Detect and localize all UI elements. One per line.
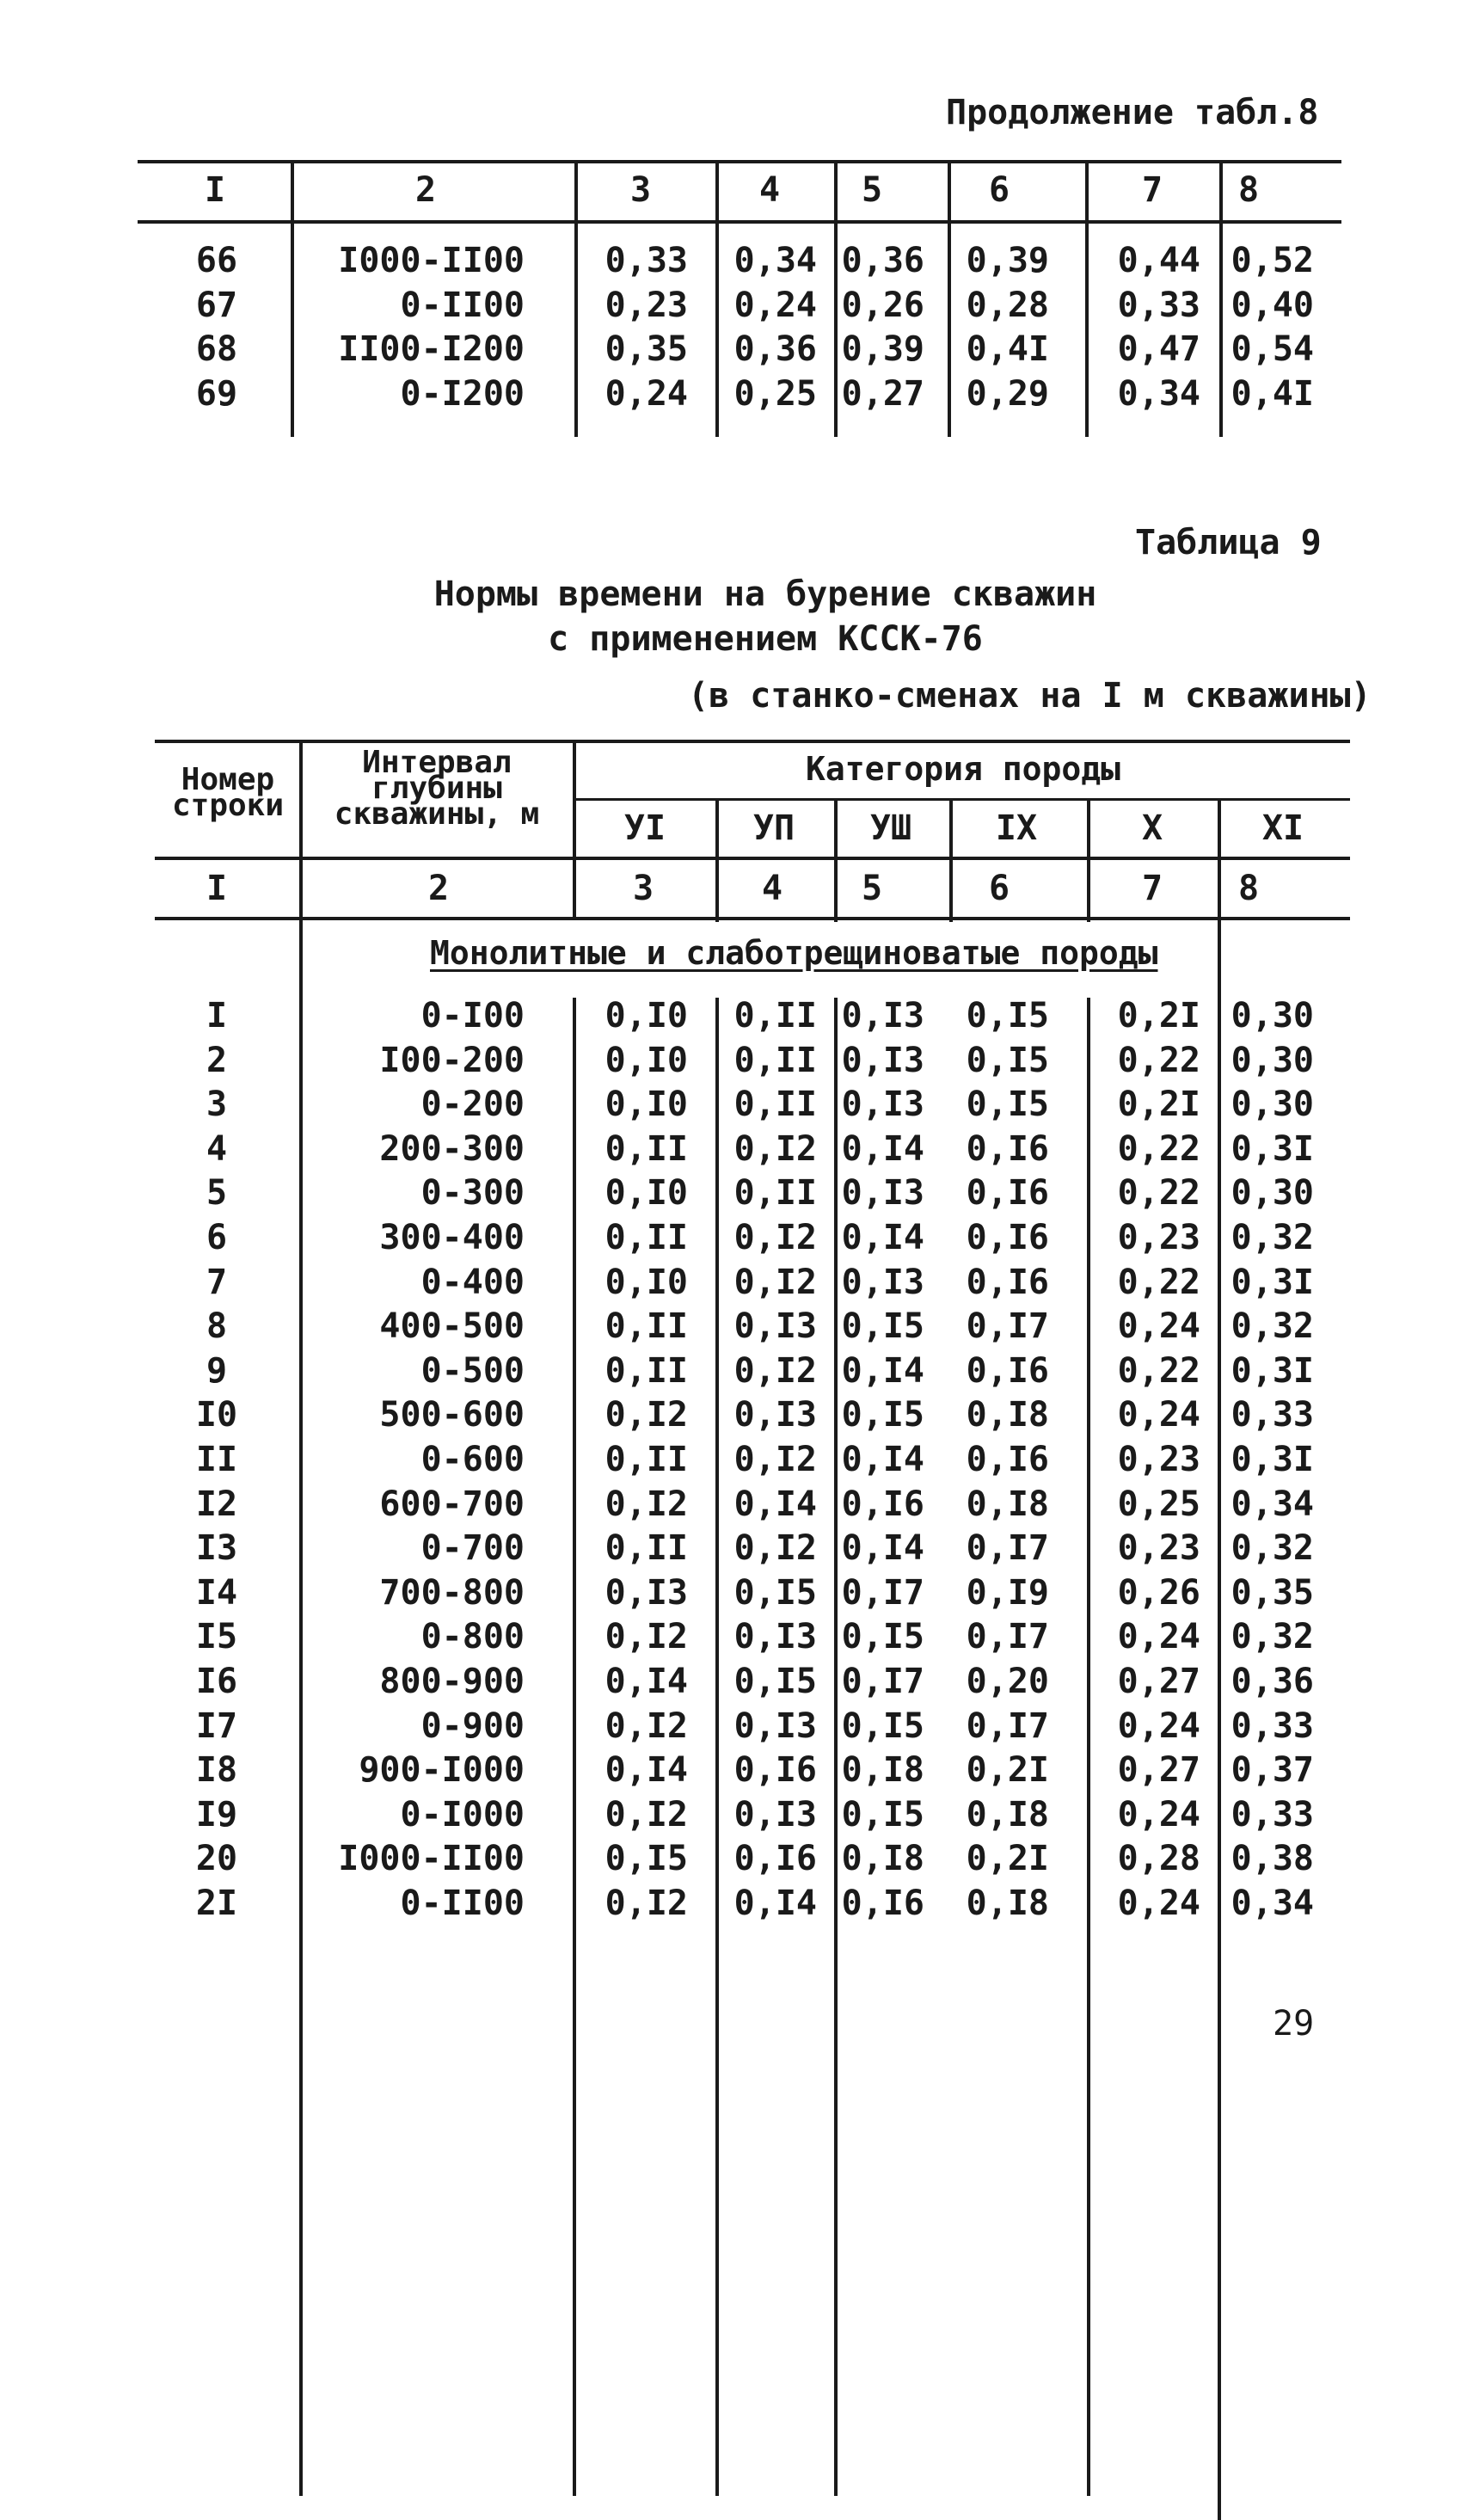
time-norm-cell: 0,I0	[605, 996, 688, 1036]
time-norm-cell: 0,54	[1231, 329, 1314, 369]
time-norm-cell: 0,22	[1117, 1173, 1200, 1214]
row-number-cell: 9	[206, 1350, 228, 1391]
time-norm-cell: 0,33	[605, 241, 688, 280]
time-norm-cell: 0,I5	[966, 1085, 1049, 1125]
time-norm-cell: 0,4I	[1231, 373, 1314, 414]
depth-interval-cell: 0-II00	[400, 1884, 525, 1923]
time-norm-cell: 0,II	[605, 1306, 688, 1347]
depth-interval-cell: 0-I000	[400, 1794, 525, 1835]
time-norm-cell: 0,I3	[733, 1794, 817, 1835]
time-norm-cell: 0,23	[1117, 1218, 1200, 1257]
time-norm-cell: 0,I3	[841, 1040, 924, 1080]
table9-units: (в станко-сменах на I м скважины)	[688, 676, 1372, 716]
time-norm-cell: 0,I6	[966, 1218, 1049, 1257]
table8-column-number: 2	[414, 170, 437, 210]
table9-label: Таблица 9	[1135, 523, 1322, 562]
table9-col-divider	[834, 800, 838, 922]
time-norm-cell: 0,I3	[733, 1706, 817, 1746]
time-norm-cell: 0,I5	[841, 1395, 924, 1435]
table8-col-divider	[715, 162, 719, 437]
time-norm-cell: 0,I4	[841, 1128, 924, 1169]
time-norm-cell: 0,35	[605, 329, 688, 369]
time-norm-cell: 0,I2	[605, 1484, 688, 1524]
interval-header: Интервал глубины скважины, м	[334, 745, 540, 832]
time-norm-cell: 0,I4	[733, 1484, 817, 1524]
row-number-cell: 8	[206, 1306, 228, 1347]
row-number-cell: 5	[206, 1173, 228, 1214]
time-norm-cell: 0,52	[1231, 241, 1314, 280]
time-norm-cell: 0,33	[1231, 1706, 1314, 1746]
row-number-cell: I7	[195, 1706, 238, 1746]
time-norm-cell: 0,4I	[966, 329, 1049, 369]
time-norm-cell: 0,I7	[841, 1572, 924, 1613]
table8-column-number: 7	[1141, 170, 1163, 210]
time-norm-cell: 0,23	[605, 285, 688, 325]
row-number-cell: I8	[195, 1750, 238, 1791]
time-norm-cell: 0,I8	[841, 1750, 924, 1791]
row-number-cell: 68	[195, 329, 238, 369]
table9-column-number: 4	[761, 869, 783, 908]
time-norm-cell: 0,25	[733, 373, 817, 414]
time-norm-cell: 0,38	[1231, 1839, 1314, 1879]
time-norm-cell: 0,II	[605, 1218, 688, 1257]
time-norm-cell: 0,I6	[966, 1173, 1049, 1214]
row-number-cell: 2	[206, 1040, 228, 1080]
time-norm-cell: 0,37	[1231, 1750, 1314, 1791]
table9-column-number: 7	[1141, 869, 1163, 908]
time-norm-cell: 0,I3	[733, 1617, 817, 1657]
depth-interval-cell: 0-600	[420, 1440, 525, 1479]
time-norm-cell: 0,I3	[841, 1262, 924, 1302]
table8-column-number: I	[204, 170, 226, 210]
depth-interval-cell: 200-300	[379, 1128, 525, 1169]
time-norm-cell: 0,I2	[605, 1395, 688, 1435]
depth-interval-cell: 600-700	[379, 1484, 525, 1524]
time-norm-cell: 0,I5	[841, 1706, 924, 1746]
time-norm-cell: 0,I5	[733, 1662, 817, 1701]
time-norm-cell: 0,28	[966, 285, 1049, 325]
depth-interval-cell: 400-500	[379, 1306, 525, 1347]
time-norm-cell: 0,I8	[966, 1484, 1049, 1524]
continuation-title: Продолжение табл.8	[946, 93, 1319, 132]
table8-column-number: 6	[989, 170, 1010, 210]
time-norm-cell: 0,II	[733, 1040, 817, 1080]
time-norm-cell: 0,I3	[733, 1395, 817, 1435]
time-norm-cell: 0,I2	[733, 1218, 817, 1257]
time-norm-cell: 0,I2	[605, 1884, 688, 1923]
row-number-cell: I	[206, 996, 228, 1036]
time-norm-cell: 0,33	[1117, 285, 1200, 325]
table9-top-rule	[155, 740, 1350, 743]
table8-col-divider	[948, 162, 951, 437]
time-norm-cell: 0,22	[1117, 1262, 1200, 1302]
category-label: XI	[1261, 808, 1304, 848]
time-norm-cell: 0,I5	[841, 1306, 924, 1347]
depth-interval-cell: 0-300	[420, 1173, 525, 1214]
table9-column-number: 6	[989, 869, 1010, 908]
time-norm-cell: 0,32	[1231, 1218, 1314, 1257]
table8-col-divider	[1219, 162, 1223, 437]
time-norm-cell: 0,3I	[1231, 1262, 1314, 1302]
time-norm-cell: 0,22	[1117, 1040, 1200, 1080]
time-norm-cell: 0,24	[1117, 1794, 1200, 1835]
time-norm-cell: 0,32	[1231, 1617, 1314, 1657]
time-norm-cell: 0,I2	[605, 1617, 688, 1657]
depth-interval-cell: II00-I200	[338, 329, 525, 369]
row-number-cell: I2	[195, 1484, 238, 1524]
time-norm-cell: 0,39	[966, 241, 1049, 280]
time-norm-cell: 0,2I	[966, 1839, 1049, 1879]
time-norm-cell: 0,26	[841, 285, 924, 325]
time-norm-cell: 0,I5	[966, 996, 1049, 1036]
time-norm-cell: 0,23	[1117, 1440, 1200, 1479]
row-number-cell: 4	[206, 1128, 228, 1169]
row-number-cell: 2I	[195, 1884, 238, 1923]
table9-col-divider	[715, 800, 719, 922]
row-number-cell: I5	[195, 1617, 238, 1657]
time-norm-cell: 0,30	[1231, 1040, 1314, 1080]
table9-header-rule	[155, 857, 1350, 860]
time-norm-cell: 0,I4	[841, 1218, 924, 1257]
depth-interval-cell: I00-200	[379, 1040, 525, 1080]
time-norm-cell: 0,24	[1117, 1617, 1200, 1657]
table9-col-divider	[299, 741, 303, 2496]
time-norm-cell: 0,25	[1117, 1484, 1200, 1524]
time-norm-cell: 0,32	[1231, 1528, 1314, 1569]
row-number-cell: 67	[195, 285, 238, 325]
row-number-cell: 6	[206, 1218, 228, 1257]
time-norm-cell: 0,I5	[733, 1572, 817, 1613]
time-norm-cell: 0,I6	[841, 1484, 924, 1524]
table8-column-number: 4	[758, 170, 781, 210]
table8-header-rule	[138, 220, 1341, 224]
time-norm-cell: 0,II	[605, 1128, 688, 1169]
time-norm-cell: 0,I6	[966, 1440, 1049, 1479]
time-norm-cell: 0,3I	[1231, 1128, 1314, 1169]
table8-col-divider	[574, 162, 578, 437]
time-norm-cell: 0,47	[1117, 329, 1200, 369]
time-norm-cell: 0,I0	[605, 1173, 688, 1214]
time-norm-cell: 0,32	[1231, 1306, 1314, 1347]
time-norm-cell: 0,I7	[966, 1706, 1049, 1746]
table9-col-divider	[1087, 998, 1090, 2496]
row-number-cell: I6	[195, 1662, 238, 1701]
depth-interval-cell: 0-I200	[400, 373, 525, 414]
time-norm-cell: 0,24	[1117, 1306, 1200, 1347]
category-label: УШ	[869, 808, 912, 848]
time-norm-cell: 0,II	[733, 1085, 817, 1125]
depth-interval-cell: 500-600	[379, 1395, 525, 1435]
category-label: УП	[752, 808, 795, 848]
table8-col-divider	[1085, 162, 1089, 437]
time-norm-cell: 0,I2	[733, 1440, 817, 1479]
time-norm-cell: 0,22	[1117, 1128, 1200, 1169]
time-norm-cell: 0,I5	[841, 1794, 924, 1835]
section-title: Монолитные и слаботрещиноватые породы	[430, 934, 1158, 972]
table9-col-divider	[715, 998, 719, 2496]
depth-interval-cell: 0-500	[420, 1350, 525, 1391]
depth-interval-cell: 700-800	[379, 1572, 525, 1613]
table8-top-rule	[138, 160, 1341, 163]
time-norm-cell: 0,27	[841, 373, 924, 414]
time-norm-cell: 0,I7	[966, 1306, 1049, 1347]
row-number-cell: I9	[195, 1794, 238, 1835]
row-number-header: Номер строки	[171, 762, 285, 823]
category-label: X	[1141, 808, 1163, 848]
table8-col-divider	[291, 162, 294, 437]
depth-interval-cell: 900-I000	[359, 1750, 525, 1791]
depth-interval-cell: 0-800	[420, 1617, 525, 1657]
time-norm-cell: 0,II	[605, 1440, 688, 1479]
page-number: 29	[1273, 2004, 1315, 2044]
depth-interval-cell: I000-II00	[338, 1839, 525, 1879]
time-norm-cell: 0,3I	[1231, 1350, 1314, 1391]
table9-col-divider	[834, 998, 838, 2496]
time-norm-cell: 0,I2	[733, 1350, 817, 1391]
depth-interval-cell: 800-900	[379, 1662, 525, 1701]
time-norm-cell: 0,I8	[966, 1884, 1049, 1923]
time-norm-cell: 0,I7	[966, 1528, 1049, 1569]
table9-col-divider	[1218, 800, 1221, 2520]
depth-interval-cell: 0-700	[420, 1528, 525, 1569]
row-number-cell: II	[195, 1440, 238, 1479]
time-norm-cell: 0,I0	[605, 1040, 688, 1080]
time-norm-cell: 0,II	[733, 996, 817, 1036]
time-norm-cell: 0,I4	[841, 1440, 924, 1479]
row-number-cell: 69	[195, 373, 238, 414]
time-norm-cell: 0,2I	[1117, 1085, 1200, 1125]
row-number-cell: I4	[195, 1572, 238, 1613]
time-norm-cell: 0,I3	[841, 1085, 924, 1125]
row-number-cell: 7	[206, 1262, 228, 1302]
row-number-cell: I3	[195, 1528, 238, 1569]
time-norm-cell: 0,2I	[966, 1750, 1049, 1791]
time-norm-cell: 0,36	[1231, 1662, 1314, 1701]
time-norm-cell: 0,24	[1117, 1884, 1200, 1923]
time-norm-cell: 0,30	[1231, 1085, 1314, 1125]
row-number-cell: 3	[206, 1085, 228, 1125]
table9-col-divider	[573, 998, 576, 2496]
table9-column-number: 5	[862, 869, 883, 908]
time-norm-cell: 0,I4	[733, 1884, 817, 1923]
time-norm-cell: 0,I0	[605, 1085, 688, 1125]
time-norm-cell: 0,40	[1231, 285, 1314, 325]
time-norm-cell: 0,24	[733, 285, 817, 325]
time-norm-cell: 0,I4	[841, 1350, 924, 1391]
table9-category-rule	[574, 798, 1350, 801]
time-norm-cell: 0,2I	[1117, 996, 1200, 1036]
time-norm-cell: 0,I9	[966, 1572, 1049, 1613]
time-norm-cell: 0,24	[1117, 1395, 1200, 1435]
time-norm-cell: 0,30	[1231, 1173, 1314, 1214]
time-norm-cell: 0,I0	[605, 1262, 688, 1302]
time-norm-cell: 0,27	[1117, 1750, 1200, 1791]
time-norm-cell: 0,I6	[966, 1128, 1049, 1169]
time-norm-cell: 0,24	[1117, 1706, 1200, 1746]
time-norm-cell: 0,24	[605, 373, 688, 414]
time-norm-cell: 0,I6	[733, 1839, 817, 1879]
time-norm-cell: 0,I7	[966, 1617, 1049, 1657]
time-norm-cell: 0,33	[1231, 1395, 1314, 1435]
depth-interval-cell: I000-II00	[338, 241, 525, 280]
time-norm-cell: 0,I8	[841, 1839, 924, 1879]
depth-interval-cell: 0-II00	[400, 285, 525, 325]
time-norm-cell: 0,I3	[841, 996, 924, 1036]
time-norm-cell: 0,I3	[733, 1306, 817, 1347]
table9-column-number: I	[206, 869, 228, 908]
time-norm-cell: 0,I8	[966, 1395, 1049, 1435]
time-norm-cell: 0,27	[1117, 1662, 1200, 1701]
time-norm-cell: 0,39	[841, 329, 924, 369]
row-number-cell: 66	[195, 241, 238, 280]
category-label: IX	[995, 808, 1038, 848]
table8-column-number: 8	[1238, 170, 1260, 210]
table8-column-number: 3	[629, 170, 652, 210]
time-norm-cell: 0,I4	[605, 1750, 688, 1791]
time-norm-cell: 0,I2	[605, 1794, 688, 1835]
time-norm-cell: 0,22	[1117, 1350, 1200, 1391]
table9-title-line-1: Нормы времени на бурение скважин	[433, 575, 1097, 614]
time-norm-cell: 0,36	[733, 329, 817, 369]
table9-col-divider	[949, 800, 953, 922]
time-norm-cell: 0,34	[1231, 1484, 1314, 1524]
time-norm-cell: 0,II	[733, 1173, 817, 1214]
time-norm-cell: 0,I7	[841, 1662, 924, 1701]
time-norm-cell: 0,II	[605, 1350, 688, 1391]
depth-interval-cell: 0-I00	[420, 996, 525, 1036]
time-norm-cell: 0,I3	[841, 1173, 924, 1214]
time-norm-cell: 0,44	[1117, 241, 1200, 280]
row-number-cell: 20	[195, 1839, 238, 1879]
table8-column-number: 5	[862, 170, 883, 210]
time-norm-cell: 0,36	[841, 241, 924, 280]
depth-interval-cell: 300-400	[379, 1218, 525, 1257]
time-norm-cell: 0,23	[1117, 1528, 1200, 1569]
time-norm-cell: 0,I2	[733, 1128, 817, 1169]
row-number-cell: I0	[195, 1395, 238, 1435]
time-norm-cell: 0,34	[733, 241, 817, 280]
time-norm-cell: 0,II	[605, 1528, 688, 1569]
time-norm-cell: 0,I3	[605, 1572, 688, 1613]
category-header: Категория породы	[805, 750, 1121, 788]
time-norm-cell: 0,I8	[966, 1794, 1049, 1835]
table9-title-line-2: с применением КССК-76	[548, 619, 983, 659]
category-label: УI	[623, 808, 666, 848]
table9-col-divider	[573, 741, 576, 920]
time-norm-cell: 0,I2	[733, 1262, 817, 1302]
depth-interval-cell: 0-200	[420, 1085, 525, 1125]
time-norm-cell: 0,I4	[841, 1528, 924, 1569]
time-norm-cell: 0,26	[1117, 1572, 1200, 1613]
time-norm-cell: 0,I6	[966, 1350, 1049, 1391]
depth-interval-cell: 0-400	[420, 1262, 525, 1302]
table9-column-number: 2	[427, 869, 450, 908]
table9-column-number: 8	[1238, 869, 1260, 908]
depth-interval-cell: 0-900	[420, 1706, 525, 1746]
time-norm-cell: 0,20	[966, 1662, 1049, 1701]
table9-col-divider	[1087, 800, 1090, 922]
table9-column-number: 3	[632, 869, 654, 908]
time-norm-cell: 0,I5	[841, 1617, 924, 1657]
time-norm-cell: 0,I5	[966, 1040, 1049, 1080]
time-norm-cell: 0,I5	[605, 1839, 688, 1879]
table8-col-divider	[834, 162, 838, 437]
time-norm-cell: 0,29	[966, 373, 1049, 414]
time-norm-cell: 0,34	[1117, 373, 1200, 414]
time-norm-cell: 0,I6	[966, 1262, 1049, 1302]
table9-column-number-rule	[155, 917, 1350, 920]
time-norm-cell: 0,I6	[733, 1750, 817, 1791]
time-norm-cell: 0,35	[1231, 1572, 1314, 1613]
time-norm-cell: 0,I2	[605, 1706, 688, 1746]
time-norm-cell: 0,I2	[733, 1528, 817, 1569]
time-norm-cell: 0,30	[1231, 996, 1314, 1036]
time-norm-cell: 0,I4	[605, 1662, 688, 1701]
time-norm-cell: 0,28	[1117, 1839, 1200, 1879]
time-norm-cell: 0,3I	[1231, 1440, 1314, 1479]
time-norm-cell: 0,34	[1231, 1884, 1314, 1923]
time-norm-cell: 0,I6	[841, 1884, 924, 1923]
time-norm-cell: 0,33	[1231, 1794, 1314, 1835]
